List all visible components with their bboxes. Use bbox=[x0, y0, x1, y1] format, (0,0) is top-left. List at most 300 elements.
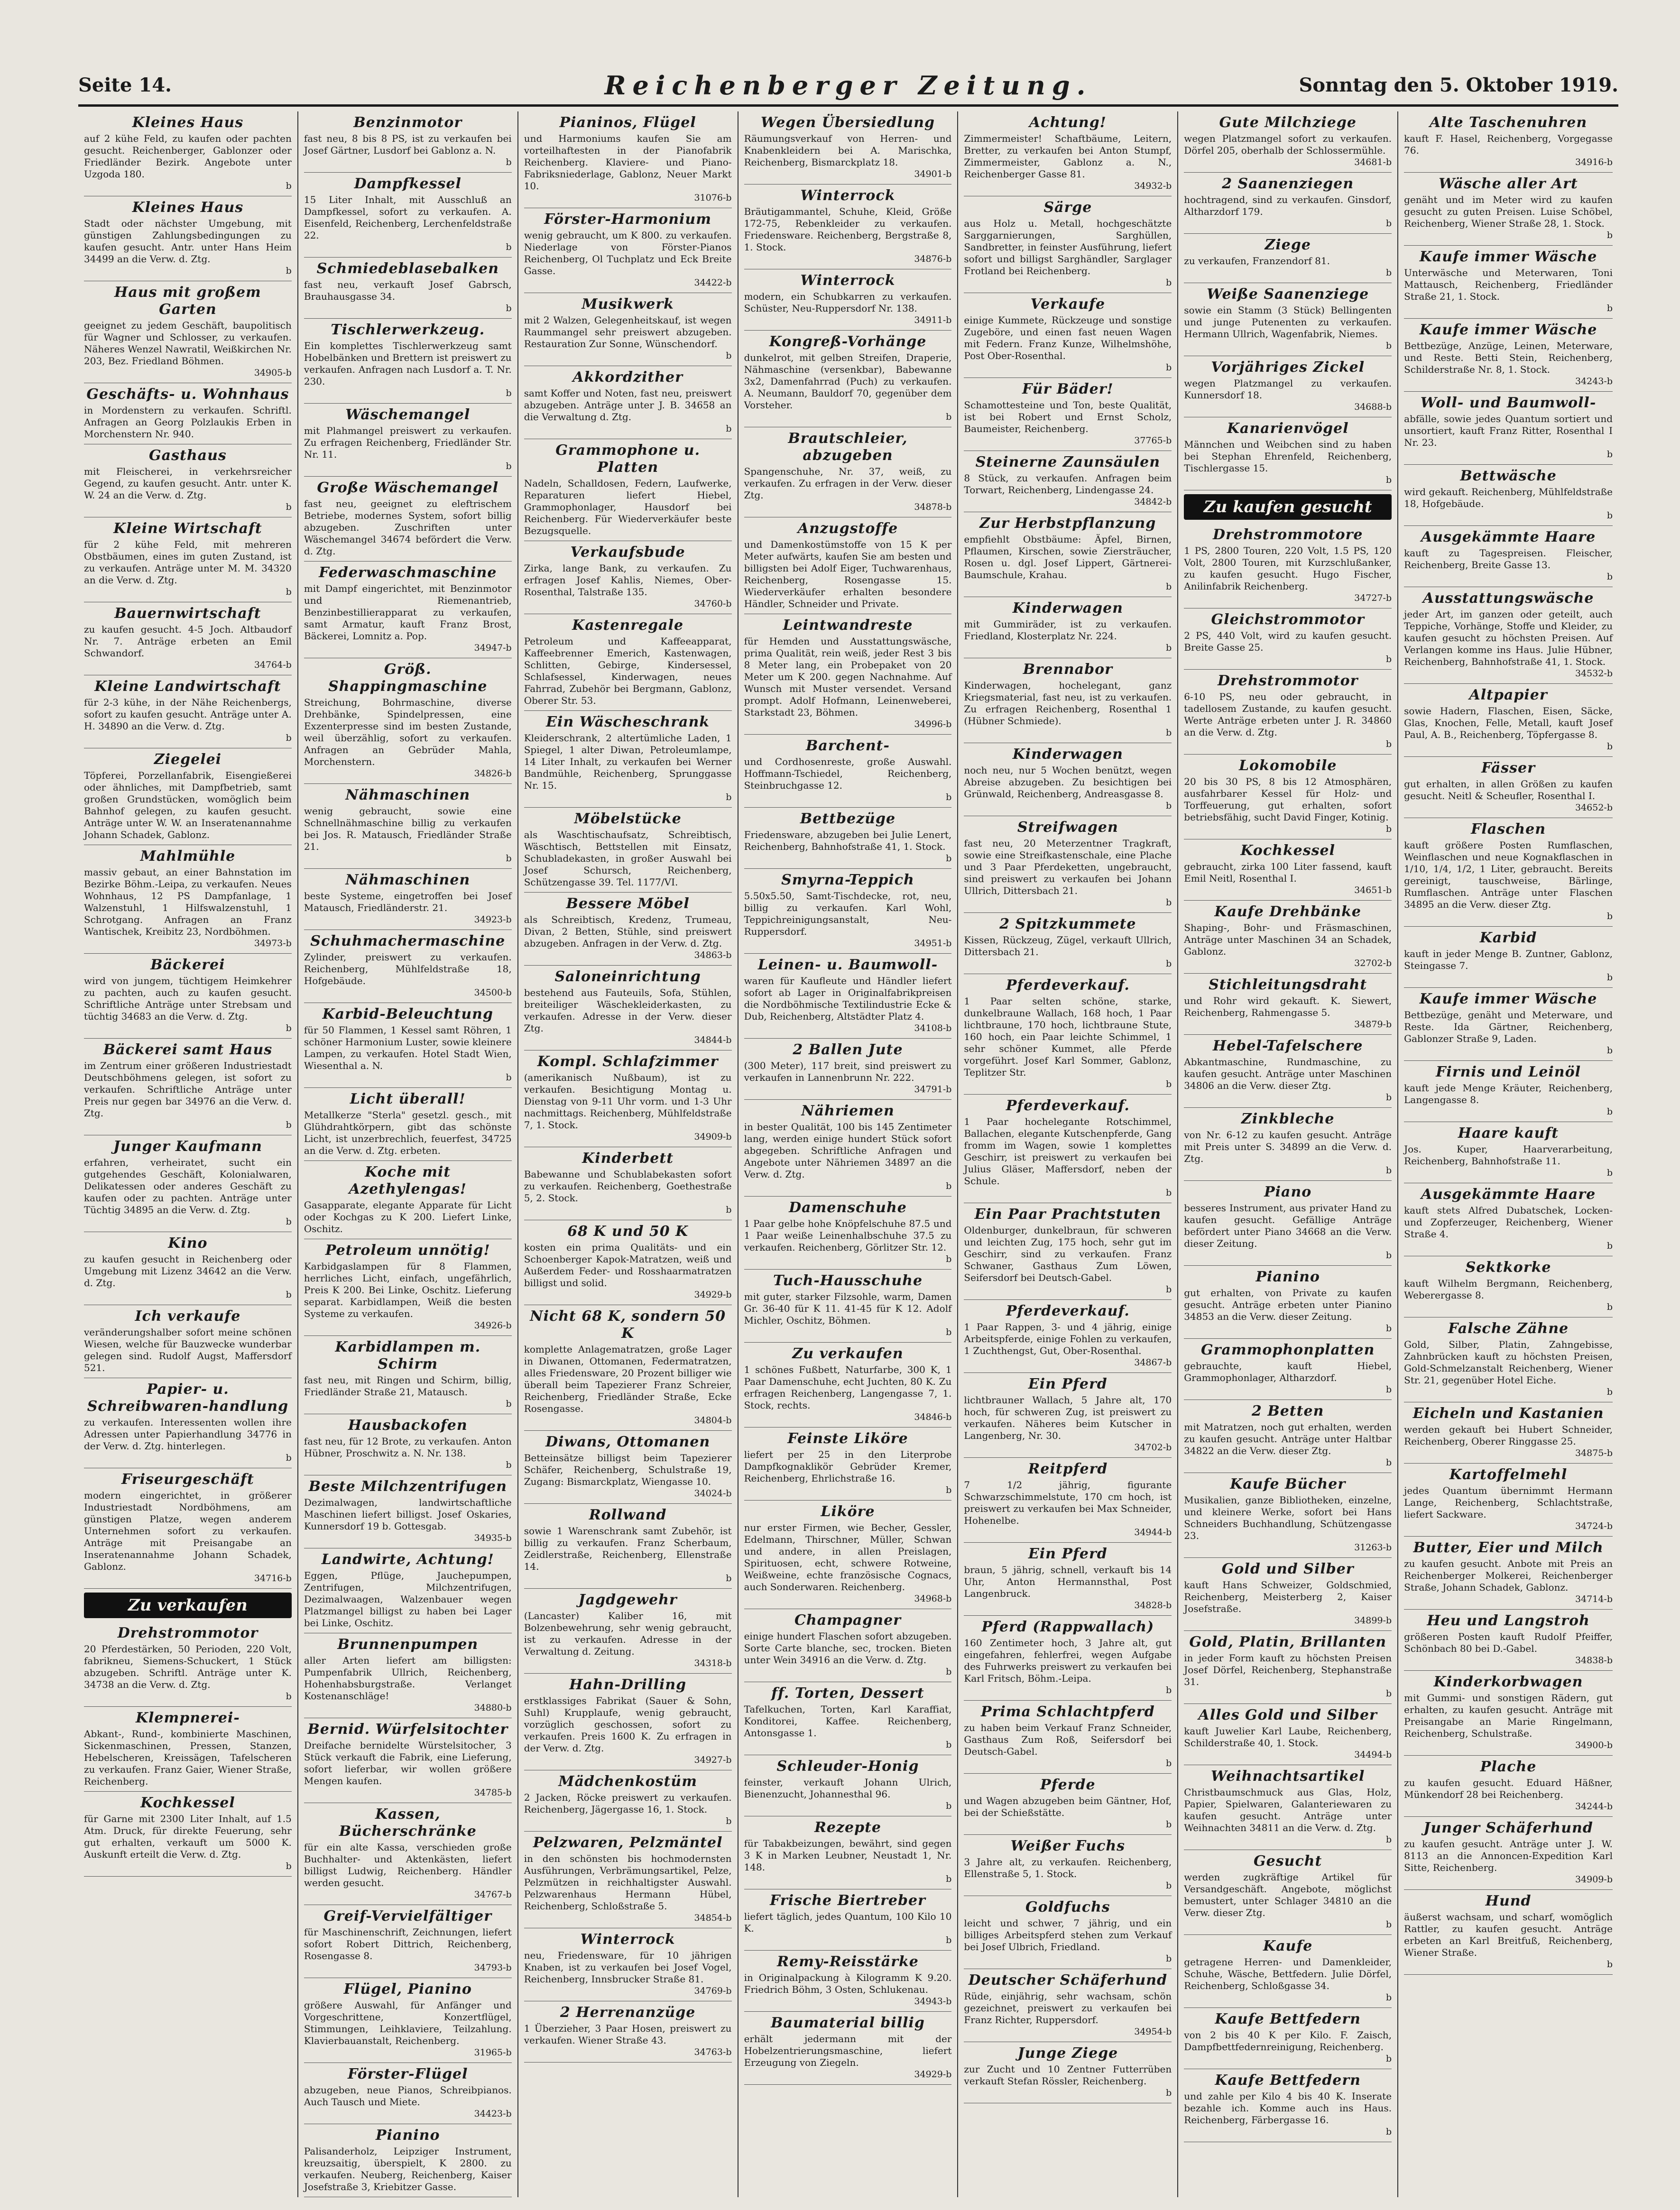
classified-ad bbox=[524, 541, 732, 614]
ad-heading: Smyrna-Teppich bbox=[781, 872, 914, 888]
classified-ad bbox=[524, 614, 732, 711]
ad-heading: Kaufe Drehbänke bbox=[1214, 903, 1361, 920]
ad-reference-number: 34899-b bbox=[1354, 1615, 1392, 1626]
classified-ad bbox=[744, 1609, 952, 1682]
ad-heading: Hebel-Tafelschere bbox=[1212, 1038, 1363, 1054]
classified-ad bbox=[84, 1707, 292, 1792]
ad-body: 1 Überzieher, 3 Paar Hosen, preiswert zu verkaufen. Wiener Straße 43. bbox=[524, 2023, 732, 2046]
ad-heading: Kaufe Bücher bbox=[1230, 1476, 1346, 1492]
ad-body: Dreifache bernidelte Würstelsitocher, 3 Stück verkauft die Fabrik, eine Lieferung, sofort lieferbar, wir wollen größere Mengen kaufen. bbox=[304, 1740, 512, 1786]
ad-body: massiv gebaut, an einer Bahnstation im Bezirke Böhm.-Leipa, zu verkaufen. Neues Wohnhaus, 12 PS Dampfanlage, 1 Walzenstuhl, 1 Hilfswalzenstuhl, 1 Schrotgang. Anfragen an Franz Wantischek, Kreibitz 23, Nordböhmen. bbox=[84, 866, 292, 937]
ad-reference-number: b bbox=[946, 1254, 952, 1264]
ad-reference-number: b bbox=[1385, 1834, 1392, 1845]
classified-ad bbox=[524, 1770, 732, 1832]
ad-reference-number: 34494-b bbox=[1354, 1750, 1392, 1760]
classified-ad bbox=[964, 816, 1172, 913]
ad-heading: Federwaschmaschine bbox=[319, 564, 497, 581]
ad-reference-number: b bbox=[1385, 341, 1392, 351]
ad-heading: Kaufe Bettfedern bbox=[1215, 2011, 1361, 2027]
ad-body: kauft stets Alfred Dubatschek, Locken- und Zopferzeuger, Reichenberg, Wiener Straße 4. bbox=[1404, 1205, 1613, 1240]
ad-heading: Karbid bbox=[1479, 930, 1537, 946]
ad-body: gut erhalten, in allen Größen zu kaufen gesucht. Neitl & Scheufler, Rosenthal I. bbox=[1404, 778, 1613, 801]
classified-ad bbox=[524, 1674, 732, 1770]
classified-ad bbox=[1184, 2069, 1392, 2142]
ad-heading: Gasthaus bbox=[149, 447, 227, 464]
ad-body: Spangenschuhe, Nr. 37, weiß, zu verkaufen. Zu erfragen in der Verw. dieser Ztg. bbox=[744, 466, 952, 501]
ad-heading: Gute Milchziege bbox=[1219, 114, 1357, 131]
ad-body: kauft Hans Schweizer, Goldschmied, Reichenberg, Meisterberg 2, Kaiser Josefstraße. bbox=[1184, 1579, 1392, 1614]
ad-body: als Schreibtisch, Kredenz, Trumeau, Divan, 2 Betten, Stühle, sind preiswert abzugeben. Anfragen in der Verw. d. Ztg. bbox=[524, 914, 732, 949]
ad-reference-number: 34926-b bbox=[474, 1320, 512, 1331]
ad-heading: Verkaufsbude bbox=[570, 544, 685, 561]
ad-reference-number: 34951-b bbox=[914, 938, 952, 948]
ad-body: für 2-3 kühe, in der Nähe Reichenbergs, sofort zu kaufen gesucht. Anträge unter A. H. 34890 an die Verw. d. Ztg. bbox=[84, 697, 292, 732]
ad-reference-number: b bbox=[1385, 1092, 1392, 1103]
classified-ad bbox=[744, 808, 952, 869]
ad-body: wird gekauft. Reichenberg, Mühlfeldstraße 18, Hofgebäude. bbox=[1404, 486, 1613, 509]
classified-ad bbox=[304, 111, 512, 173]
ad-reference-number: 34929-b bbox=[914, 2069, 952, 2080]
classified-ad bbox=[744, 1501, 952, 1609]
ad-reference-number: 34024-b bbox=[694, 1488, 732, 1499]
ad-heading: 2 Saanenziegen bbox=[1222, 175, 1354, 192]
ad-body: Schamottesteine und Ton, beste Qualität, ist bei Robert und Ernst Scholz, Baumeister, Reichenberg. bbox=[964, 399, 1172, 434]
classified-ad bbox=[304, 2124, 512, 2197]
ad-body: mit Plahmangel preiswert zu verkaufen. Zu erfragen Reichenberg, Friedländer Str. Nr. 11. bbox=[304, 425, 512, 460]
ad-reference-number: 34688-b bbox=[1354, 402, 1392, 412]
ad-heading: Weißer Fuchs bbox=[1010, 1838, 1126, 1854]
ad-heading: Damenschuhe bbox=[789, 1199, 907, 1216]
ad-body: erstklassiges Fabrikat (Sauer & Sohn, Suhl) Krupplaufe, wenig gebraucht, vorzüglich geschossen, sofort zu verkaufen. Preis 1600 K. Zu erfragen in der Verw. d. Ztg. bbox=[524, 1695, 732, 1754]
classified-ad bbox=[1184, 608, 1392, 670]
ad-reference-number: b bbox=[1166, 801, 1172, 811]
ad-body: Zylinder, preiswert zu verkaufen. Reichenberg, Mühlfeldstraße 18, Hofgebäude. bbox=[304, 951, 512, 986]
classified-ad bbox=[304, 1003, 512, 1088]
classified-ad bbox=[1404, 1890, 1613, 1975]
ad-heading: Plache bbox=[1480, 1759, 1537, 1775]
classified-ad bbox=[84, 954, 292, 1039]
classified-ad bbox=[1404, 818, 1613, 927]
ad-reference-number: b bbox=[1606, 972, 1613, 983]
ad-body: zu haben beim Verkauf Franz Schneider, Gasthaus Zum Roß, Seifersdorf bei Deutsch-Gabel. bbox=[964, 1722, 1172, 1757]
ad-heading: Pelzwaren, Pelzmäntel bbox=[533, 1834, 723, 1851]
ad-reference-number: b bbox=[1385, 218, 1392, 229]
classified-ad bbox=[744, 869, 952, 954]
ad-reference-number: b bbox=[506, 242, 512, 252]
classified-ad bbox=[304, 1905, 512, 1978]
classified-ad bbox=[524, 1832, 732, 1928]
ad-reference-number: b bbox=[1606, 741, 1613, 752]
ad-heading: Förster-Flügel bbox=[348, 2066, 468, 2082]
ad-reference-number: 34828-b bbox=[1134, 1600, 1172, 1611]
ad-reference-number: b bbox=[506, 853, 512, 864]
ad-reference-number: b bbox=[1385, 1250, 1392, 1261]
ad-reference-number: b bbox=[946, 792, 952, 802]
ad-body: Abkantmaschine, Rundmaschine, zu kaufen gesucht. Anträge unter Maschinen 34806 an die Verw. dieser Ztg. bbox=[1184, 1056, 1392, 1091]
ad-reference-number: b bbox=[946, 1327, 952, 1337]
ad-body: für Garne mit 2300 Liter Inhalt, auf 1.5 Atm. Druck, für direkte Feuerung, sehr gut erhalten, verkauft um 5000 K. Auskunft erteilt die Verw. d. Ztg. bbox=[84, 1813, 292, 1860]
ad-body: modern eingerichtet, in größerer Industriestadt Nordböhmens, am günstigen Platze, wegen anderem Unternehmen sofort zu verkaufen. Anträge mit Preisangabe an Inseratenannahme Johann Schadek, Gablonz. bbox=[84, 1490, 292, 1572]
ad-reference-number: 34947-b bbox=[474, 643, 512, 653]
ad-heading: Diwans, Ottomanen bbox=[545, 1434, 711, 1450]
classified-ad bbox=[744, 1755, 952, 1816]
classified-ad bbox=[744, 1100, 952, 1197]
classified-ad bbox=[304, 784, 512, 869]
ad-body: und zahle per Kilo 4 bis 40 K. Inserate bezahle ich. Komme auch ins Haus. Reichenberg, Färbergasse 16. bbox=[1184, 2090, 1392, 2126]
ad-body: wegen Platzmangel zu verkaufen. Kunnersdorf 18. bbox=[1184, 378, 1392, 401]
ad-body: Karbidgaslampen für 8 Flammen, herrliches Licht, einfach, ungefährlich, Preis K 200. Bei Linke, Oschitz. Lieferung separat. Karbidlampen, Weiß die besten Systeme zu verkaufen. bbox=[304, 1261, 512, 1319]
classified-ad bbox=[1184, 1765, 1392, 1850]
ad-reference-number: b bbox=[286, 1023, 292, 1033]
ad-heading: 68 K und 50 K bbox=[567, 1223, 689, 1240]
classified-ad bbox=[1404, 1671, 1613, 1756]
issue-date: Sonntag den 5. Oktober 1919. bbox=[1299, 74, 1618, 96]
ad-heading: Pferdeverkauf. bbox=[1006, 1097, 1130, 1114]
ad-body: hochtragend, sind zu verkaufen. Ginsdorf, Altharzdorf 179. bbox=[1184, 194, 1392, 217]
classified-ad bbox=[84, 1622, 292, 1707]
ad-heading: 2 Spitzkummete bbox=[999, 916, 1136, 932]
ad-body: in den schönsten bis hochmodernsten Ausführungen, Verbrämungsartikel, Pelze, Pelzmützen in reichhaltigster Auswahl. Pelzwarenhaus Hermann Hübel, Reichenberg, Schloßstraße 5. bbox=[524, 1853, 732, 1912]
ad-reference-number: b bbox=[946, 1801, 952, 1811]
ad-body: Räumungsverkauf von Herren- und Knabenkleidern bei A. Marischka, Reichenberg, Bismarckplatz 18. bbox=[744, 133, 952, 168]
ad-body: fast neu, verkauft Josef Gabrsch, Brauhausgasse 34. bbox=[304, 279, 512, 302]
ad-heading: Weihnachtsartikel bbox=[1211, 1768, 1365, 1785]
ad-heading: Kleine Wirtschaft bbox=[113, 520, 262, 537]
ad-body: und Rohr wird gekauft. K. Siewert, Reichenberg, Rahmengasse 5. bbox=[1184, 995, 1392, 1018]
ad-body: sowie Hadern, Flaschen, Eisen, Säcke, Glas, Knochen, Felle, Metall, kauft Josef Paul, A. B., Reichenberg, Töpfergasse 8. bbox=[1404, 705, 1613, 740]
classified-ad bbox=[84, 602, 292, 675]
classified-ad bbox=[744, 111, 952, 184]
classified-ad bbox=[964, 974, 1172, 1095]
ad-reference-number: 34916-b bbox=[1575, 157, 1613, 167]
classified-ad bbox=[964, 1969, 1172, 2042]
ad-reference-number: b bbox=[506, 461, 512, 471]
ad-body: 1 Paar Rappen, 3- und 4 jährig, einige Arbeitspferde, einige Fohlen zu verkaufen, 1 Zuchthengst, Gut, Ober-Rosenthal. bbox=[964, 1321, 1172, 1356]
classified-ad bbox=[84, 1039, 292, 1135]
ad-reference-number: 34793-b bbox=[474, 1962, 512, 1973]
ad-body: getragene Herren- und Damenkleider, Schuhe, Wäsche, Bettfedern. Julie Dörfel, Reichenberg, Schloßgasse 34. bbox=[1184, 1956, 1392, 1991]
ad-reference-number: 34769-b bbox=[694, 1986, 732, 1996]
ad-reference-number: b bbox=[1166, 958, 1172, 969]
ad-reference-number: b bbox=[726, 350, 732, 361]
ad-reference-number: b bbox=[1166, 581, 1172, 592]
ad-body: mit guter, starker Filzsohle, warm, Damen Gr. 36-40 für K 11. 41-45 für K 12. Adolf Michler, Oschitz, Böhmen. bbox=[744, 1291, 952, 1326]
ad-body: 1 PS, 2800 Touren, 220 Volt, 1.5 PS, 120 Volt, 2800 Touren, mit Kurzschlußanker, zu kaufen gesucht. Hugo Fischer, Anilinfabrik Reichenberg. bbox=[1184, 545, 1392, 592]
classified-ad bbox=[1184, 974, 1392, 1035]
classified-ad bbox=[1184, 2008, 1392, 2069]
classified-ad bbox=[1404, 392, 1613, 465]
ad-reference-number: b bbox=[946, 412, 952, 422]
ad-body: zu kaufen gesucht in Reichenberg oder Umgebung mit Lizenz 34642 an die Verw. d. Ztg. bbox=[84, 1253, 292, 1289]
ad-reference-number: b bbox=[1385, 654, 1392, 664]
classified-ad bbox=[304, 1336, 512, 1414]
ad-heading: Winterrock bbox=[580, 1931, 675, 1948]
classified-ad bbox=[1184, 839, 1392, 901]
ad-body: äußerst wachsam, und scharf, womöglich Rattler, zu kaufen gesucht. Anträge erbeten an Karl Breitfuß, Reichenberg, Wiener Straße. bbox=[1404, 1911, 1613, 1958]
ad-body: Palisanderholz, Leipziger Instrument, kreuzsaitig, überspielt, K 2800. zu verkaufen. Neuberg, Reichenberg, Kaiser Josefstraße 3, Kriebitzer Gasse. bbox=[304, 2146, 512, 2192]
ad-body: samt Koffer und Noten, fast neu, preiswert abzugeben. Anträge unter J. B. 34658 an die Verwaltung d. Ztg. bbox=[524, 387, 732, 423]
ad-heading: Friseurgeschäft bbox=[121, 1471, 254, 1488]
classified-ad bbox=[964, 1300, 1172, 1373]
ad-heading: Champagner bbox=[794, 1612, 901, 1629]
ad-reference-number: 34875-b bbox=[1575, 1448, 1613, 1458]
ad-body: für Tabakbeizungen, bewährt, sind gegen 3 K in Marken Leubner, Neustadt 1, Nr. 148. bbox=[744, 1838, 952, 1873]
ad-body: werden gekauft bei Hubert Schneider, Reichenberg, Oberer Ringgasse 25. bbox=[1404, 1424, 1613, 1447]
classified-ad bbox=[964, 658, 1172, 743]
ad-heading: Greif-Vervielfältiger bbox=[323, 1908, 492, 1925]
ad-body: Gasapparate, elegante Apparate für Licht oder Kochgas zu K 200. Liefert Linke, Oschitz. bbox=[304, 1199, 512, 1234]
ad-reference-number: b bbox=[1606, 1045, 1613, 1056]
ad-body: Musikalien, ganze Bibliotheken, einzelne, und kleinere Werke, sofort bei Hans Schneiders Buchhandlung, Schützengasse 23. bbox=[1184, 1494, 1392, 1541]
classified-ad bbox=[744, 1039, 952, 1100]
ad-body: gebrauchte, kauft Hiebel, Grammophonlager, Altharzdorf. bbox=[1184, 1360, 1392, 1383]
ad-reference-number: 34905-b bbox=[254, 368, 292, 378]
ad-body: kosten ein prima Qualitäts- und ein Schoenberger Kapok-Matratzen, weiß und Außerdem Feder- und Rosshaarmatratzen billigst und solid. bbox=[524, 1242, 732, 1289]
classified-ad bbox=[1404, 1317, 1613, 1402]
ad-heading: Heu und Langstroh bbox=[1427, 1612, 1590, 1629]
classified-ad bbox=[1404, 319, 1613, 392]
ad-reference-number: b bbox=[1606, 571, 1613, 582]
ad-heading: Kaufe bbox=[1263, 1938, 1313, 1954]
ad-body: sowie ein Stamm (3 Stück) Bellingenten und junge Putenenten zu verkaufen. Hermann Ullrich, Wagenfabrik, Niemes. bbox=[1184, 304, 1392, 340]
ad-body: Bettbezüge, Anzüge, Leinen, Meterware, und Reste. Betti Stein, Reichenberg, Schilderstraße Nr. 8, 1. Stock. bbox=[1404, 340, 1613, 375]
ad-body: wird von jungem, tüchtigem Heimkehrer zu pachten, auch zu kaufen gesucht. Schriftliche Anträge unter Strebsam und tüchtig 34683 an die Verw. d. Ztg. bbox=[84, 975, 292, 1022]
classified-ad bbox=[84, 1792, 292, 1877]
ad-heading: Klempnerei- bbox=[135, 1710, 240, 1726]
ad-reference-number: b bbox=[1166, 1188, 1172, 1198]
classified-ad bbox=[744, 1889, 952, 1951]
classified-ad bbox=[304, 930, 512, 1003]
ad-heading: Licht überall! bbox=[350, 1091, 466, 1107]
classified-ad bbox=[1184, 234, 1392, 283]
ad-heading: Ziege bbox=[1265, 237, 1311, 253]
ad-heading: Brennabor bbox=[1023, 661, 1113, 678]
ad-body: in bester Qualität, 100 bis 145 Zentimeter lang, werden einige hundert Stück sofort abgegeben. Schriftliche Anfragen und Angebote unter Nähriemen 34897 an die Verw. d. Ztg. bbox=[744, 1121, 952, 1180]
ad-heading: Baumaterial billig bbox=[771, 2015, 925, 2031]
ad-body: zu verkaufen, Franzendorf 81. bbox=[1184, 255, 1330, 267]
classified-ad bbox=[84, 444, 292, 517]
classified-ad bbox=[1184, 1473, 1392, 1558]
ad-heading: Anzugstoffe bbox=[797, 520, 898, 537]
classified-ad bbox=[744, 1816, 952, 1889]
classified-ad bbox=[1404, 1817, 1613, 1890]
ad-heading: Verkaufe bbox=[1030, 296, 1106, 313]
ad-reference-number: 31076-b bbox=[694, 193, 732, 203]
ad-heading: Remy-Reisstärke bbox=[777, 1953, 919, 1970]
ad-reference-number: b bbox=[1385, 1457, 1392, 1468]
ad-body: kauft Wilhelm Bergmann, Reichenberg, Weberergasse 8. bbox=[1404, 1278, 1613, 1301]
ad-reference-number: b bbox=[1166, 277, 1172, 288]
ad-body: mit Matratzen, noch gut erhalten, werden zu kaufen gesucht. Anträge unter Haltbar 34822 an die Verw. dieser Ztg. bbox=[1184, 1421, 1392, 1456]
ad-reference-number: b bbox=[286, 1216, 292, 1227]
classified-ad bbox=[304, 562, 512, 658]
ad-heading: Mädchenkostüm bbox=[558, 1773, 697, 1790]
ad-reference-number: 34826-b bbox=[474, 768, 512, 779]
classified-ad bbox=[84, 196, 292, 281]
ad-heading: Möbelstücke bbox=[574, 810, 682, 827]
ad-reference-number: 34867-b bbox=[1134, 1357, 1172, 1368]
classified-ad bbox=[1184, 1035, 1392, 1108]
ad-heading: Kleines Haus bbox=[132, 114, 244, 131]
ad-heading: Grammophonplatten bbox=[1201, 1342, 1375, 1358]
ad-body: 2 Jacken, Röcke preiswert zu verkaufen. Reichenberg, Jägergasse 16, 1. Stock. bbox=[524, 1792, 732, 1815]
classified-ad bbox=[744, 184, 952, 269]
ad-body: in Mordenstern zu verkaufen. Schriftl. Anfragen an Georg Polzlaukis Erben in Morchenstern Nr. 940. bbox=[84, 405, 292, 440]
ad-reference-number: 31965-b bbox=[474, 2047, 512, 2058]
ad-reference-number: b bbox=[1606, 449, 1613, 460]
ad-heading: Kochkessel bbox=[140, 1795, 235, 1811]
ad-body: Petroleum und Kaffeeapparat, Kaffeebrenner Emerich, Kastenwagen, Schlitten, Gebirge, Kindersessel, Schlafsessel, Kinderwagen, neues Fahrrad, Zubehör bei Bergmann, Gablonz, Oberer Str. 53. bbox=[524, 635, 732, 706]
ad-reference-number: 31263-b bbox=[1354, 1542, 1392, 1553]
ad-heading: 2 Herrenanzüge bbox=[560, 2004, 696, 2021]
ad-reference-number: b bbox=[1606, 230, 1613, 240]
classified-ad bbox=[744, 1270, 952, 1343]
ad-reference-number: b bbox=[506, 388, 512, 398]
ad-reference-number: b bbox=[1385, 1323, 1392, 1334]
classified-ad bbox=[1184, 1339, 1392, 1400]
ad-body: (Lancaster) Kaliber 16, mit Bolzenbewehrung, sehr wenig gebraucht, ist zu verkaufen. Adresse in der Verwaltung d. Zeitung. bbox=[524, 1610, 732, 1657]
classified-ad bbox=[524, 966, 732, 1050]
classified-ad bbox=[304, 1803, 512, 1905]
classified-ad bbox=[964, 1095, 1172, 1203]
ad-heading: Streifwagen bbox=[1017, 819, 1118, 836]
ad-body: für Maschinenschrift, Zeichnungen, liefert sofort Robert Dittrich, Reichenberg, Rosengasse 8. bbox=[304, 1926, 512, 1961]
ad-body: (amerikanisch Nußbaum), ist zu verkaufen. Besichtigung Montag u. Dienstag von 9-11 Uhr vorm. und 1-3 Uhr nachmittags. Reichenberg, Mühlfeldstraße 7, 1. Stock. bbox=[524, 1072, 732, 1131]
classified-ad bbox=[304, 869, 512, 930]
ad-heading: Koche mit Azethylengas! bbox=[349, 1164, 467, 1197]
ad-body: erhält jedermann mit der Hobelzentrierungsmaschine, liefert Erzeugung von Ziegeln. bbox=[744, 2033, 952, 2068]
ad-reference-number: 34532-b bbox=[1575, 668, 1613, 679]
classified-ad bbox=[1404, 757, 1613, 818]
ad-heading: Haus mit großem Garten bbox=[114, 284, 261, 318]
ad-heading: Prima Schlachtpferd bbox=[981, 1704, 1155, 1720]
ad-heading: Hahn-Drilling bbox=[569, 1676, 687, 1693]
classified-ad bbox=[1404, 173, 1613, 246]
classified-ad bbox=[1184, 283, 1392, 356]
classified-ad bbox=[744, 269, 952, 331]
column-4 bbox=[738, 111, 959, 2197]
ad-heading: Kinderkorbwagen bbox=[1433, 1674, 1583, 1690]
ad-heading: Pianino bbox=[1255, 1269, 1320, 1285]
ad-reference-number: b bbox=[1606, 1302, 1613, 1312]
ad-reference-number: 34791-b bbox=[914, 1084, 952, 1095]
ad-reference-number: 34838-b bbox=[1575, 1655, 1613, 1666]
classified-ad bbox=[304, 404, 512, 477]
classified-ad bbox=[1404, 111, 1613, 173]
classified-ad bbox=[1184, 670, 1392, 755]
ad-body: zu kaufen gesucht. Anträge unter J. W. 8113 an die Annoncen-Expedition Karl Sitte, Reichenberg. bbox=[1404, 1838, 1613, 1873]
ad-heading: Mahlmühle bbox=[140, 848, 236, 865]
ad-body: Unterwäsche und Meterwaren, Toni Mattausch, Reichenberg, Friedländer Straße 21, 1. Stock. bbox=[1404, 267, 1613, 302]
classified-ad bbox=[84, 281, 292, 383]
classified-ad bbox=[304, 2063, 512, 2124]
column-7 bbox=[1398, 111, 1618, 2197]
ad-heading: Stichleitungsdraht bbox=[1209, 976, 1367, 993]
ad-body: 7 1/2 jährig, figurante Schwarzschimmelstute, 170 cm hoch, ist preiswert zu verkaufen bei Max Schneider, Hohenelbe. bbox=[964, 1479, 1172, 1526]
ad-reference-number: b bbox=[1606, 303, 1613, 313]
classified-ad bbox=[1184, 111, 1392, 173]
ad-heading: Bessere Möbel bbox=[566, 895, 690, 912]
ad-heading: Piano bbox=[1264, 1184, 1312, 1200]
classified-ad bbox=[524, 366, 732, 439]
ad-reference-number: b bbox=[1606, 1387, 1613, 1397]
ad-heading: Pianinos, Flügel bbox=[559, 114, 696, 131]
ad-heading: Tuch-Hausschuhe bbox=[773, 1272, 923, 1289]
classified-ad bbox=[84, 1135, 292, 1232]
ad-heading: Ausgekämmte Haare bbox=[1421, 529, 1596, 545]
ad-reference-number: 34876-b bbox=[914, 254, 952, 264]
ad-reference-number: b bbox=[946, 1740, 952, 1750]
ad-reference-number: 34909-b bbox=[694, 1132, 732, 1142]
ad-heading: Kino bbox=[168, 1235, 208, 1252]
ad-reference-number: 34108-b bbox=[914, 1023, 952, 1033]
classified-ad bbox=[84, 1378, 292, 1468]
ad-body: waren für Kaufleute und Händler liefert sofort ab Lager in Originalfabrikpreisen die Nordböhmische Textilindustrie Ecke & Dub, Reichenberg, Altstädter Platz 4. bbox=[744, 975, 952, 1022]
ad-heading: Förster-Harmonium bbox=[544, 211, 711, 228]
ad-heading: Flaschen bbox=[1471, 821, 1546, 838]
ad-reference-number: b bbox=[1385, 739, 1392, 749]
ad-reference-number: 34880-b bbox=[474, 1703, 512, 1713]
ad-body: und Damenkostümstoffe von 15 K per Meter aufwärts, kaufen Sie am besten und billigsten bei Adolf Eiger, Tuchwarenhaus, Reichenberg, Rosengasse 15. Wiederverkäufer erhalten besondere Händler, Schneider und Private. bbox=[744, 539, 952, 609]
classified-ad bbox=[1404, 1122, 1613, 1183]
classified-ad bbox=[964, 1458, 1172, 1543]
ad-reference-number: b bbox=[1606, 1241, 1613, 1251]
classified-ad bbox=[304, 658, 512, 784]
ad-reference-number: 34854-b bbox=[694, 1913, 732, 1923]
ad-heading: Winterrock bbox=[800, 272, 895, 289]
masthead bbox=[78, 71, 1618, 107]
ad-reference-number: b bbox=[506, 1072, 512, 1083]
ad-reference-number: b bbox=[286, 587, 292, 597]
ad-body: bestehend aus Fauteuils, Sofa, Stühlen, breiteiliger Wäschekleiderkasten, zu verkaufen. Adresse in der Verw. dieser Ztg. bbox=[524, 987, 732, 1034]
ad-heading: Pferdeverkauf. bbox=[1006, 977, 1130, 994]
classified-ad bbox=[524, 111, 732, 208]
classified-ad bbox=[1404, 1464, 1613, 1537]
ad-reference-number: b bbox=[726, 1205, 732, 1215]
ad-heading: Sektkorke bbox=[1465, 1259, 1551, 1276]
ad-heading: Wegen Übersiedlung bbox=[760, 114, 935, 131]
ad-body: jedes Quantum übernimmt Hermann Lange, Reichenberg, Schlachtstraße, liefert Sackware. bbox=[1404, 1485, 1613, 1520]
ad-heading: Ein Wäscheschrank bbox=[546, 714, 710, 730]
ad-reference-number: 34954-b bbox=[1134, 2026, 1172, 2037]
ad-heading: Petroleum unnötig! bbox=[325, 1242, 490, 1259]
ad-reference-number: b bbox=[286, 733, 292, 743]
ad-reference-number: b bbox=[1166, 1880, 1172, 1891]
classified-ad bbox=[964, 597, 1172, 658]
classified-ad bbox=[1404, 587, 1613, 684]
classified-ad bbox=[84, 1232, 292, 1305]
classified-ad bbox=[964, 1774, 1172, 1835]
ad-heading: Musikwerk bbox=[582, 296, 674, 313]
ad-heading: Junger Kaufmann bbox=[113, 1138, 262, 1155]
ad-body: mit Fleischerei, in verkehrsreicher Gegend, zu kaufen gesucht. Antr. unter K. W. 24 an die Verw. d. Ztg. bbox=[84, 466, 292, 501]
classified-ad bbox=[524, 1504, 732, 1589]
ad-heading: Gold und Silber bbox=[1221, 1561, 1354, 1577]
classified-ad bbox=[744, 517, 952, 614]
ad-reference-number: 34785-b bbox=[474, 1787, 512, 1798]
classified-ad bbox=[1404, 988, 1613, 1061]
ad-reference-number: b bbox=[1385, 2053, 1392, 2064]
ad-heading: Ich verkaufe bbox=[135, 1308, 241, 1325]
classified-ad bbox=[84, 517, 292, 602]
ad-heading: Alte Taschenuhren bbox=[1429, 114, 1588, 131]
classified-ad bbox=[964, 1616, 1172, 1701]
ad-body: 3 Jahre alt, zu verkaufen. Reichenberg, Ellenstraße 5, 1. Stock. bbox=[964, 1856, 1172, 1879]
ad-body: abzugeben, neue Pianos, Schreibpianos. Auch Tausch und Miete. bbox=[304, 2084, 512, 2108]
ad-heading: Junger Schäferhund bbox=[1423, 1820, 1593, 1836]
ad-heading: Bäckerei samt Haus bbox=[103, 1041, 273, 1058]
ad-heading: Karbid-Beleuchtung bbox=[322, 1006, 493, 1022]
